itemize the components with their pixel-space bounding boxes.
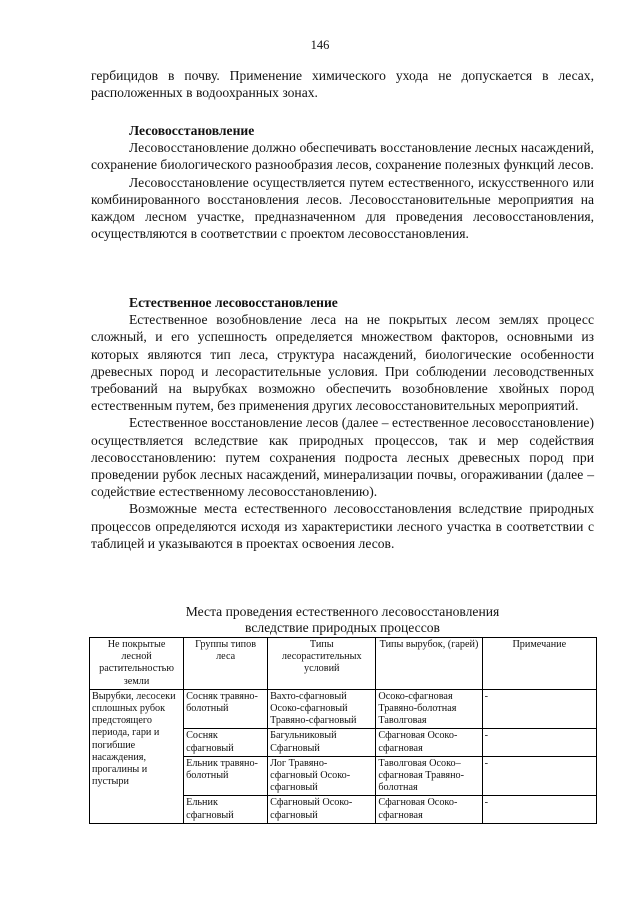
column-header: Группы типов леса [184,638,268,690]
body-paragraph: Возможные места естественного лесовосстановления вследствие природных процессов определяются исходя из характеристики лесного участка в соответствии с таблицей и указываются в проектах освоения лесов. [91,501,594,551]
column-header: Примечание [482,638,596,690]
table-cell: - [482,796,596,823]
page-number: 146 [310,38,330,52]
table-cell: Таволговая Осоко–сфагновая Травяно-болотная [376,756,482,796]
table-title [91,604,594,636]
section-heading: Лесовосстановление [129,123,255,138]
table-header-row [90,638,597,690]
column-header: Типы вырубок, (гарей) [376,638,482,690]
table-cell: - [482,756,596,796]
body-paragraph: Естественное возобновление леса на не покрытых лесом землях процесс сложный, и его успешность определяется множеством факторов, основными из которых являются тип леса, структура насаждений, биологические особенности древесных пород и лесорастительные условия. При соблюдении лесоводственных требований на вырубках возможно обеспечить возобновление хвойных пород естественным путем, без применения других лесовосстановительных мероприятий. [91,312,594,414]
table-title-line: Места проведения естественного лесовосстановления [185,604,500,619]
intro-block [91,67,594,101]
table-cell: Ельник травяно-болотный [184,756,268,796]
table-cell: - [482,729,596,756]
section-lesovosstanovlenie [91,122,594,242]
column-header: Типы лесорастительных условий [268,638,376,690]
intro-paragraph: гербицидов в почву. Применение химического ухода не допускается в лесах, расположенных в водоохранных зонах. [91,68,594,101]
column-header: Не покрытые лесной растительностью земли [90,638,184,690]
regeneration-table [89,637,597,824]
table-cell: Лог Травяно-сфагновый Осоко-сфагновый [268,756,376,796]
table-cell: - [482,689,596,729]
body-paragraph: Лесовосстановление должно обеспечивать восстановление лесных насаждений, сохранение биологического разнообразия лесов, сохранение полезных функций лесов. [91,140,594,173]
body-paragraph: Лесовосстановление осуществляется путем естественного, искусственного или комбинированного восстановления лесов. Лесовосстановительные мероприятия на каждом лесном участке, предназначенном для проведения лесовосстановления, осуществляются в соответствии с проектом лесовосстановления. [91,174,594,242]
section-estestvennoe [91,294,594,552]
table-cell: Сфагновая Осоко-сфагновая [376,729,482,756]
table-cell: Сфагновая Осоко-сфагновая [376,796,482,823]
body-paragraph: Естественное восстановление лесов (далее – естественное лесовосстановление) осуществляется вследствие как природных процессов, так и мер содействия лесовосстановлению: путем сохранения подроста лесных древесных пород при проведении рубок лесных насаждений, минерализации почвы, огораживании (далее – содействие естественному лесовосстановлению). [91,415,594,500]
table-cell: Сосняк травяно-болотный [184,689,268,729]
table-cell: Ельник сфагновый [184,796,268,823]
table-cell: Вахто-сфагновый Осоко-сфагновый Травяно-сфагновый [268,689,376,729]
table-row [90,689,597,729]
table-cell: Сосняк сфагновый [184,729,268,756]
table-cell: Багульниковый Сфагновый [268,729,376,756]
table-title-line: вследствие природных процессов [245,620,440,635]
table-cell: Сфагновый Осоко-сфагновый [268,796,376,823]
table-cell: Осоко-сфагновая Травяно-болотная Таволговая [376,689,482,729]
section-heading: Естественное лесовосстановление [129,295,338,310]
land-type-cell: Вырубки, лесосеки сплошных рубок предстоящего периода, гари и погибшие насаждения, прогалины и пустыри [90,689,184,823]
